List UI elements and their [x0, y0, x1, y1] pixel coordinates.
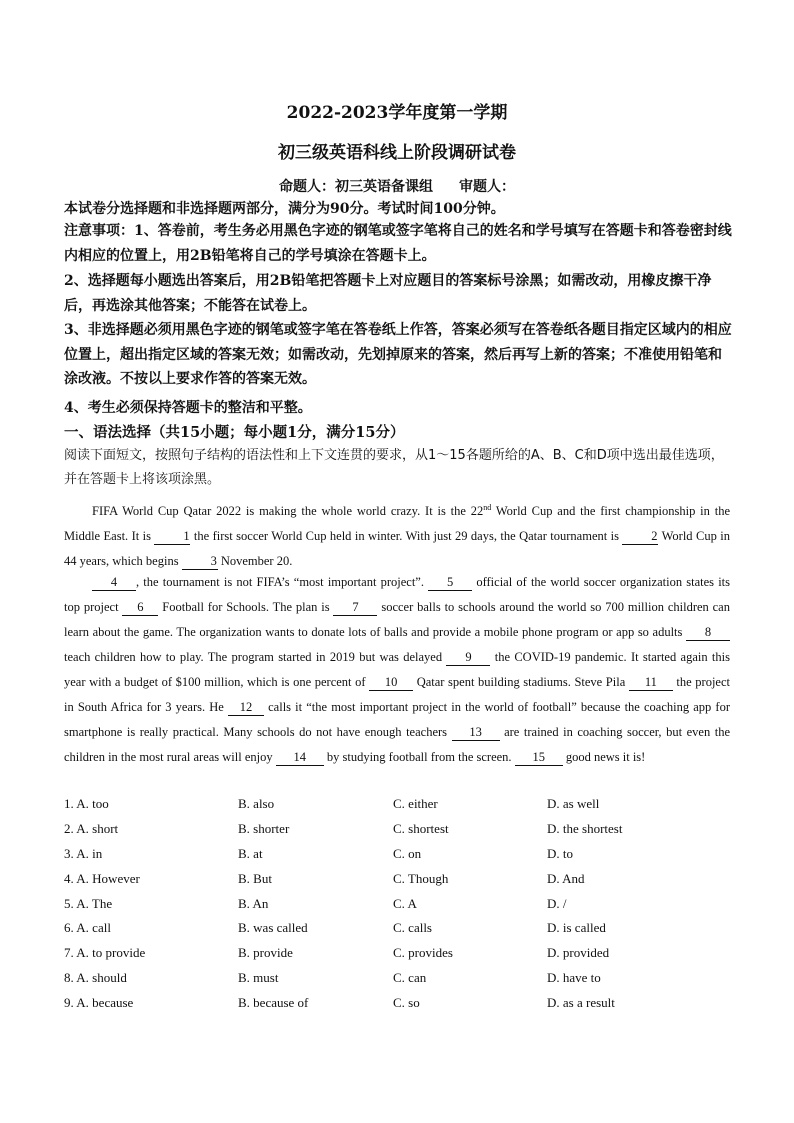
- passage-text: soccer balls to schools around the world so 700 million children can learn about the game. The organization wants to donate lots of balls and provide a mobile phone program or app so adults: [64, 600, 730, 639]
- option-d: D. provided: [547, 945, 610, 961]
- option-d: D. And: [547, 870, 585, 886]
- option-d: D. as a result: [547, 995, 615, 1011]
- option-d: D. as well: [547, 796, 600, 811]
- blank-12: 12: [228, 699, 264, 716]
- option-a: 3. A. in: [64, 845, 103, 861]
- option-b: B. shorter: [238, 820, 290, 836]
- passage-text: the first soccer World Cup held in winter. With just 29 days, the Qatar tournament is: [190, 529, 623, 544]
- blank-5: 5: [428, 574, 472, 591]
- passage-text: teach children how to play. The program started in 2019 but was delayed: [64, 650, 447, 664]
- option-d: D. to: [547, 845, 573, 861]
- page-title: 2022-2023学年度第一学期: [286, 103, 508, 123]
- rule-1: 注意事项：1、答卷前，考生务必用黑色字迹的钢笔或签字笔将自己的姓名和学号填写在答题卡和答卷密封线内相应的位置上，用2B铅笔将自己的学号填涂在答题卡上。: [64, 223, 732, 264]
- passage-text: the project in South Africa for 3 years. He: [64, 675, 730, 714]
- blank-6: 6: [122, 599, 158, 616]
- option-b: B. was called: [238, 920, 308, 936]
- option-a: 9. A. because: [64, 995, 134, 1011]
- option-b: B. But: [238, 870, 272, 886]
- option-b: B. at: [238, 845, 263, 861]
- passage-text: World Cup in 44 years, which begins: [64, 529, 730, 569]
- passage-text: November 20.: [217, 554, 293, 569]
- blank-11: 11: [629, 674, 673, 691]
- option-b: B. An: [238, 895, 269, 911]
- option-row: [64, 846, 734, 871]
- setter-line: [0, 176, 794, 196]
- passage-text: calls it “the most important project in the world of football” because the coaching app for smartphone is really practical. Many schools do not have enough teachers: [64, 700, 731, 739]
- blank-10: 10: [369, 674, 413, 691]
- passage-paragraph-1: [64, 495, 730, 574]
- section-instruction: 阅读下面短文，按照句子结构的语法性和上下文连贯的要求，从1～15各题所给的A、B、C和D项中选出最佳选项，并在答题卡上将该项涂黑。: [64, 448, 724, 487]
- passage-text: the COVID-19 pandemic. It started again this year with a budget of $100 million, which is one percent of: [64, 650, 730, 689]
- blank-15: 15: [515, 749, 563, 766]
- option-d: D. /: [547, 895, 567, 911]
- passage-text: , the tournament is not FIFA’s “most important project”.: [136, 575, 429, 589]
- rule-2: 2、选择题每小题选出答案后，用2B铅笔把答题卡上对应题目的答案标号涂黑；如需改动，用橡皮擦干净后，再选涂其他答案；不能答在试卷上。: [64, 273, 712, 314]
- section-title: 一、语法选择（共15小题；每小题1分，满分15分）: [64, 424, 405, 441]
- blank-3: 3: [182, 553, 218, 570]
- passage-text: are trained in coaching soccer, but even the children in the most rural areas will enjoy: [64, 725, 730, 764]
- option-b: B. provide: [238, 945, 293, 961]
- option-d: D. the shortest: [547, 820, 623, 836]
- blank-4: 4: [92, 574, 136, 591]
- blank-9: 9: [446, 649, 490, 666]
- passage-text: World Cup and the first championship in the Middle East. It is: [64, 504, 730, 544]
- option-b: B. must: [238, 970, 279, 986]
- option-a: 7. A. to provide: [64, 945, 146, 961]
- option-c: C. A: [393, 895, 417, 911]
- option-c: C. Though: [393, 870, 449, 886]
- blank-1: 1: [154, 528, 190, 545]
- passage-text: good news it is!: [562, 750, 646, 764]
- passage-text: by studying football from the screen.: [323, 750, 515, 764]
- option-a: 4. A. However: [64, 870, 140, 886]
- blank-7: 7: [333, 599, 377, 616]
- rule-4: 4、考生必须保持答题卡的整洁和平整。: [64, 400, 312, 416]
- option-d: D. have to: [547, 970, 601, 986]
- option-c: C. provides: [393, 945, 453, 961]
- option-a: 8. A. should: [64, 970, 127, 986]
- option-row: [64, 920, 734, 945]
- option-a: 2. A. short: [64, 820, 119, 836]
- option-c: C. either: [393, 796, 438, 811]
- option-a: 6. A. call: [64, 920, 111, 936]
- blank-2: 2: [622, 528, 658, 545]
- page-subtitle: 初三级英语科线上阶段调研试卷: [278, 143, 516, 163]
- passage-text: Qatar spent building stadiums. Steve Pila: [413, 675, 629, 689]
- options-list: [64, 796, 734, 1020]
- option-a: 5. A. The: [64, 895, 113, 911]
- option-row: [64, 995, 734, 1020]
- ordinal-suffix: nd: [483, 503, 492, 512]
- option-row: [64, 896, 734, 921]
- option-row: [64, 871, 734, 896]
- passage-text: Football for Schools. The plan is: [158, 600, 334, 614]
- option-c: C. on: [393, 845, 422, 861]
- option-b: B. because of: [238, 995, 309, 1011]
- passage-paragraph-2: [64, 570, 730, 770]
- option-d: D. is called: [547, 920, 606, 936]
- option-c: C. calls: [393, 920, 432, 936]
- passage-text: FIFA World Cup Qatar 2022 is making the whole world crazy. It is the 22: [92, 504, 484, 519]
- setter-label: 命题人：初三英语备课组: [279, 179, 433, 195]
- option-row: [64, 945, 734, 970]
- option-row: [64, 796, 734, 821]
- option-c: C. can: [393, 970, 427, 986]
- option-c: C. so: [393, 995, 420, 1011]
- option-row: [64, 970, 734, 995]
- option-row: [64, 821, 734, 846]
- blank-13: 13: [452, 724, 500, 741]
- rule-3: 3、非选择题必须用黑色字迹的钢笔或签字笔在答卷纸上作答，答案必须写在答卷纸各题目指定区域内的相应位置上，超出指定区域的答案无效；如需改动，先划掉原来的答案，然后再写上新的答案；不准使用铅笔和涂改液。不按以上要求作答的答案无效。: [64, 322, 732, 387]
- rule-overview: 本试卷分选择题和非选择题两部分，满分为90分。考试时间100分钟。: [64, 201, 505, 217]
- option-b: B. also: [238, 796, 275, 811]
- passage-text: official of the world soccer organization states its top project: [64, 575, 731, 614]
- option-a: 1. A. too: [64, 796, 109, 811]
- blank-14: 14: [276, 749, 324, 766]
- reviewer-label: 审题人：: [459, 179, 515, 195]
- blank-8: 8: [686, 624, 730, 641]
- option-c: C. shortest: [393, 820, 449, 836]
